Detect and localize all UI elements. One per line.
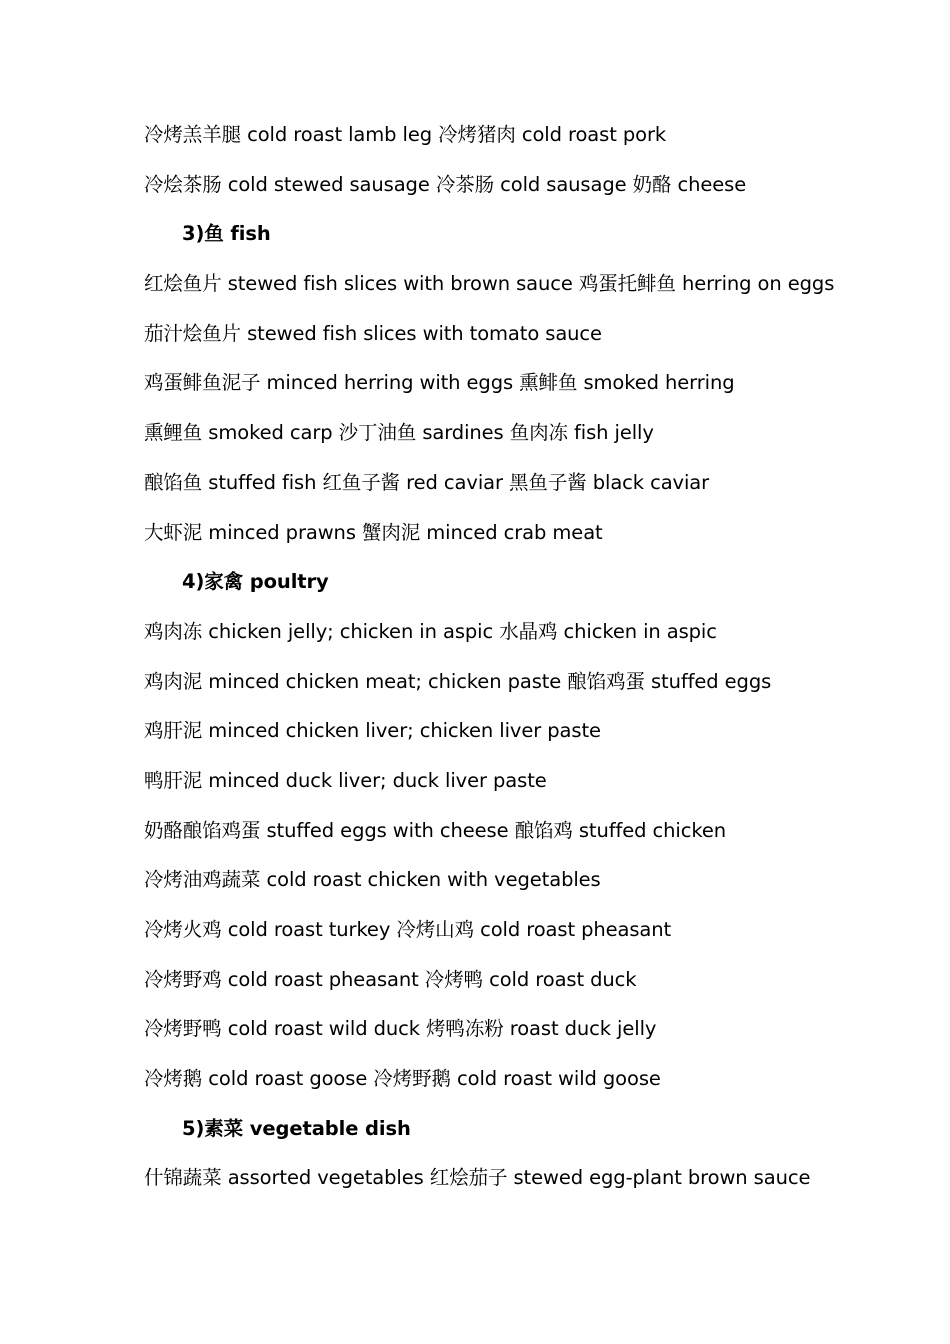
text-line: 冷烤野鸭 cold roast wild duck 烤鸭冻粉 roast duck jelly (144, 1017, 657, 1041)
text-line: 酿馅鱼 stuffed fish 红鱼子酱 red caviar 黑鱼子酱 black caviar (144, 470, 710, 494)
section-heading-vegetable-dish: 5)素菜 vegetable dish (182, 1116, 411, 1140)
text-line: 鸡肉冻 chicken jelly; chicken in aspic 水晶鸡 chicken in aspic (144, 619, 717, 643)
text-line: 冷烤羔羊腿 cold roast lamb leg 冷烤猪肉 cold roast pork (144, 123, 667, 146)
text-line: 鸭肝泥 minced duck liver; duck liver paste (144, 768, 547, 792)
text-line: 冷烩茶肠 cold stewed sausage 冷茶肠 cold sausage 奶酪 cheese (144, 172, 747, 196)
text-line: 熏鲤鱼 smoked carp 沙丁油鱼 sardines 鱼肉冻 fish jelly (144, 421, 654, 445)
document-body (144, 110, 844, 1203)
text-line: 鸡蛋鲱鱼泥子 minced herring with eggs 熏鲱鱼 smoked herring (144, 371, 735, 395)
text-line: 冷烤油鸡蔬菜 cold roast chicken with vegetables (144, 868, 601, 892)
text-line: 鸡肉泥 minced chicken meat; chicken paste 酿馅鸡蛋 stuffed eggs (144, 669, 772, 693)
text-line: 冷烤火鸡 cold roast turkey 冷烤山鸡 cold roast pheasant (144, 918, 672, 941)
section-heading-fish: 3)鱼 fish (182, 222, 271, 246)
text-line: 冷烤鹅 cold roast goose 冷烤野鹅 cold roast wild goose (144, 1067, 661, 1091)
text-line: 什锦蔬菜 assorted vegetables 红烩茄子 stewed egg-plant brown sauce (144, 1166, 811, 1190)
section-heading-poultry: 4)家禽 poultry (182, 570, 329, 594)
text-line: 奶酪酿馅鸡蛋 stuffed eggs with cheese 酿馅鸡 stuffed chicken (144, 818, 727, 842)
text-line: 冷烤野鸡 cold roast pheasant 冷烤鸭 cold roast duck (144, 967, 637, 991)
text-line: 大虾泥 minced prawns 蟹肉泥 minced crab meat (144, 520, 603, 544)
text-line: 红烩鱼片 stewed fish slices with brown sauce 鸡蛋托鲱鱼 herring on eggs (144, 272, 835, 296)
text-line: 茄汁烩鱼片 stewed fish slices with tomato sauce (144, 321, 602, 345)
text-line: 鸡肝泥 minced chicken liver; chicken liver paste (144, 719, 601, 743)
